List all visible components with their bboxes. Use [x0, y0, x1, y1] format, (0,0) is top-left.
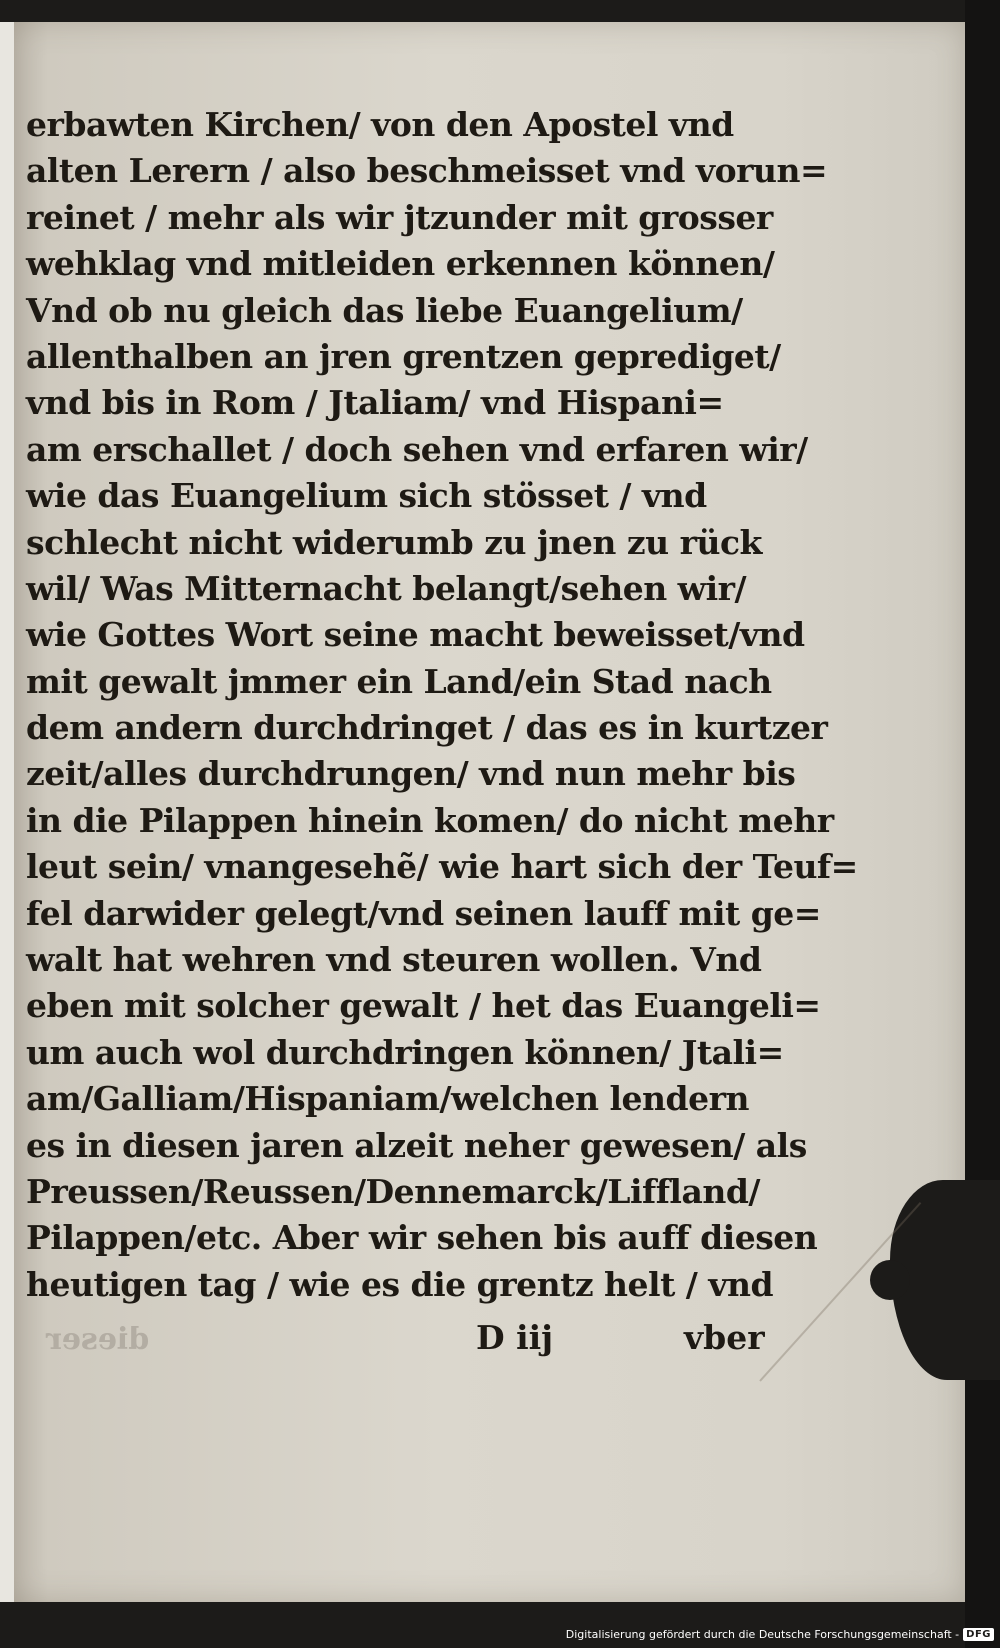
text-line: mit gewalt jmmer ein Land/ein Stad nach: [26, 661, 772, 701]
text-line: leut sein/ vnangesehẽ/ wie hart sich der Teuf=: [26, 847, 858, 887]
text-line: allenthalben an jren grentzen geprediget/: [26, 336, 781, 376]
signature-mark: D iij: [476, 1318, 554, 1357]
text-line: Pilappen/etc. Aber wir sehen bis auff diesen: [26, 1218, 818, 1258]
text-line: wie Gottes Wort seine macht beweisset/vnd: [26, 615, 805, 655]
text-line: wil/ Was Mitternacht belangt/sehen wir/: [26, 568, 747, 608]
catchword: vber: [684, 1318, 765, 1357]
text-line: Vnd ob nu gleich das liebe Euangelium/: [26, 290, 743, 330]
signature-line: [26, 1318, 766, 1364]
page-damage-spot: [870, 1260, 910, 1300]
text-line: wie das Euangelium sich stösset / vnd: [26, 476, 707, 516]
page-gutter: [0, 22, 14, 1602]
scan-border: [965, 0, 1000, 1648]
text-line: eben mit solcher gewalt / het das Euangeli=: [26, 986, 821, 1026]
text-line: walt hat wehren vnd steuren wollen. Vnd: [26, 940, 762, 980]
text-line: reinet / mehr als wir jtzunder mit grosser: [26, 197, 773, 237]
show-through-text: dieser: [46, 1322, 150, 1357]
page-text: [26, 102, 858, 1308]
text-line: erbawten Kirchen/ von den Apostel vnd: [26, 105, 734, 144]
dfg-logo: DFG: [963, 1628, 994, 1641]
text-line: Preussen/Reussen/Dennemarck/Liffland/: [26, 1171, 760, 1211]
text-line: schlecht nicht widerumb zu jnen zu rück: [26, 522, 762, 562]
text-line: heutigen tag / wie es die grentz helt / vnd: [26, 1264, 774, 1304]
text-line: dem andern durchdringet / das es in kurtzer: [26, 708, 828, 748]
footer-text: Digitalisierung gefördert durch die Deutsche Forschungsgemeinschaft -: [565, 1627, 960, 1641]
text-line: am/Galliam/Hispaniam/welchen lendern: [26, 1079, 749, 1119]
text-line: am erschallet / doch sehen vnd erfaren wir/: [26, 429, 808, 469]
text-line: fel darwider gelegt/vnd seinen lauff mit ge=: [26, 893, 821, 933]
text-line: alten Lerern / also beschmeisset vnd vorun=: [26, 151, 828, 191]
text-line: es in diesen jaren alzeit neher gewesen/ als: [26, 1125, 807, 1165]
text-line: wehklag vnd mitleiden erkennen können/: [26, 244, 775, 284]
text-line: vnd bis in Rom / Jtaliam/ vnd Hispani=: [26, 383, 724, 423]
digitization-footer: [566, 1624, 994, 1644]
text-line: um auch wol durchdringen können/ Jtali=: [26, 1032, 784, 1072]
text-line: zeit/alles durchdrungen/ vnd nun mehr bis: [26, 754, 796, 794]
text-line: in die Pilappen hinein komen/ do nicht mehr: [26, 800, 834, 840]
